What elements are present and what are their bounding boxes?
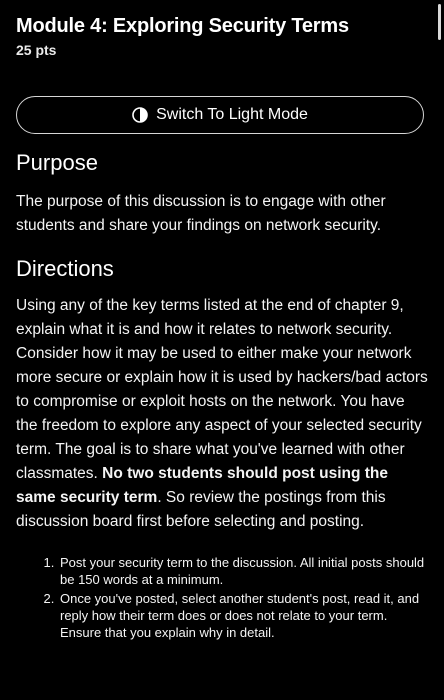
directions-step-2: 2. Once you've posted, select another student's post, read it, and reply how their term does or does not relate to your term. Ensure that you explain why in detail. bbox=[58, 590, 428, 641]
page-title: Module 4: Exploring Security Terms bbox=[16, 15, 349, 37]
points-label: 25 pts bbox=[16, 42, 57, 58]
directions-text-outro: . So review the postings from this discussion board first before selecting and posting. bbox=[16, 489, 386, 530]
directions-step-1: 1. Post your security term to the discussion. All initial posts should be 150 words at a minimum. bbox=[58, 554, 428, 588]
switch-to-light-mode-button[interactable] bbox=[16, 96, 424, 134]
switch-to-light-mode-label: Switch To Light Mode bbox=[156, 106, 308, 123]
directions-text-intro: Using any of the key terms listed at the end of chapter 9, explain what it is and how it relates to network security. Consider how it may be used to either make your network more secure or explain how it is used by hackers/bad actors to compromise or exploit hosts on the network. You have the freedom to explore any aspect of your selected security term. The goal is to share what you've learned with other classmates. bbox=[16, 297, 428, 482]
half-circle-contrast-icon bbox=[132, 107, 148, 123]
directions-text-emphasis: No two students should post using the same security term bbox=[16, 465, 389, 506]
directions-steps-list bbox=[16, 554, 428, 641]
directions-text bbox=[16, 294, 428, 534]
purpose-text: The purpose of this discussion is to engage with other students and share your findings on network security. bbox=[16, 193, 386, 234]
purpose-heading: Purpose bbox=[16, 150, 98, 175]
scrollbar[interactable] bbox=[438, 4, 441, 40]
directions-heading: Directions bbox=[16, 256, 114, 281]
